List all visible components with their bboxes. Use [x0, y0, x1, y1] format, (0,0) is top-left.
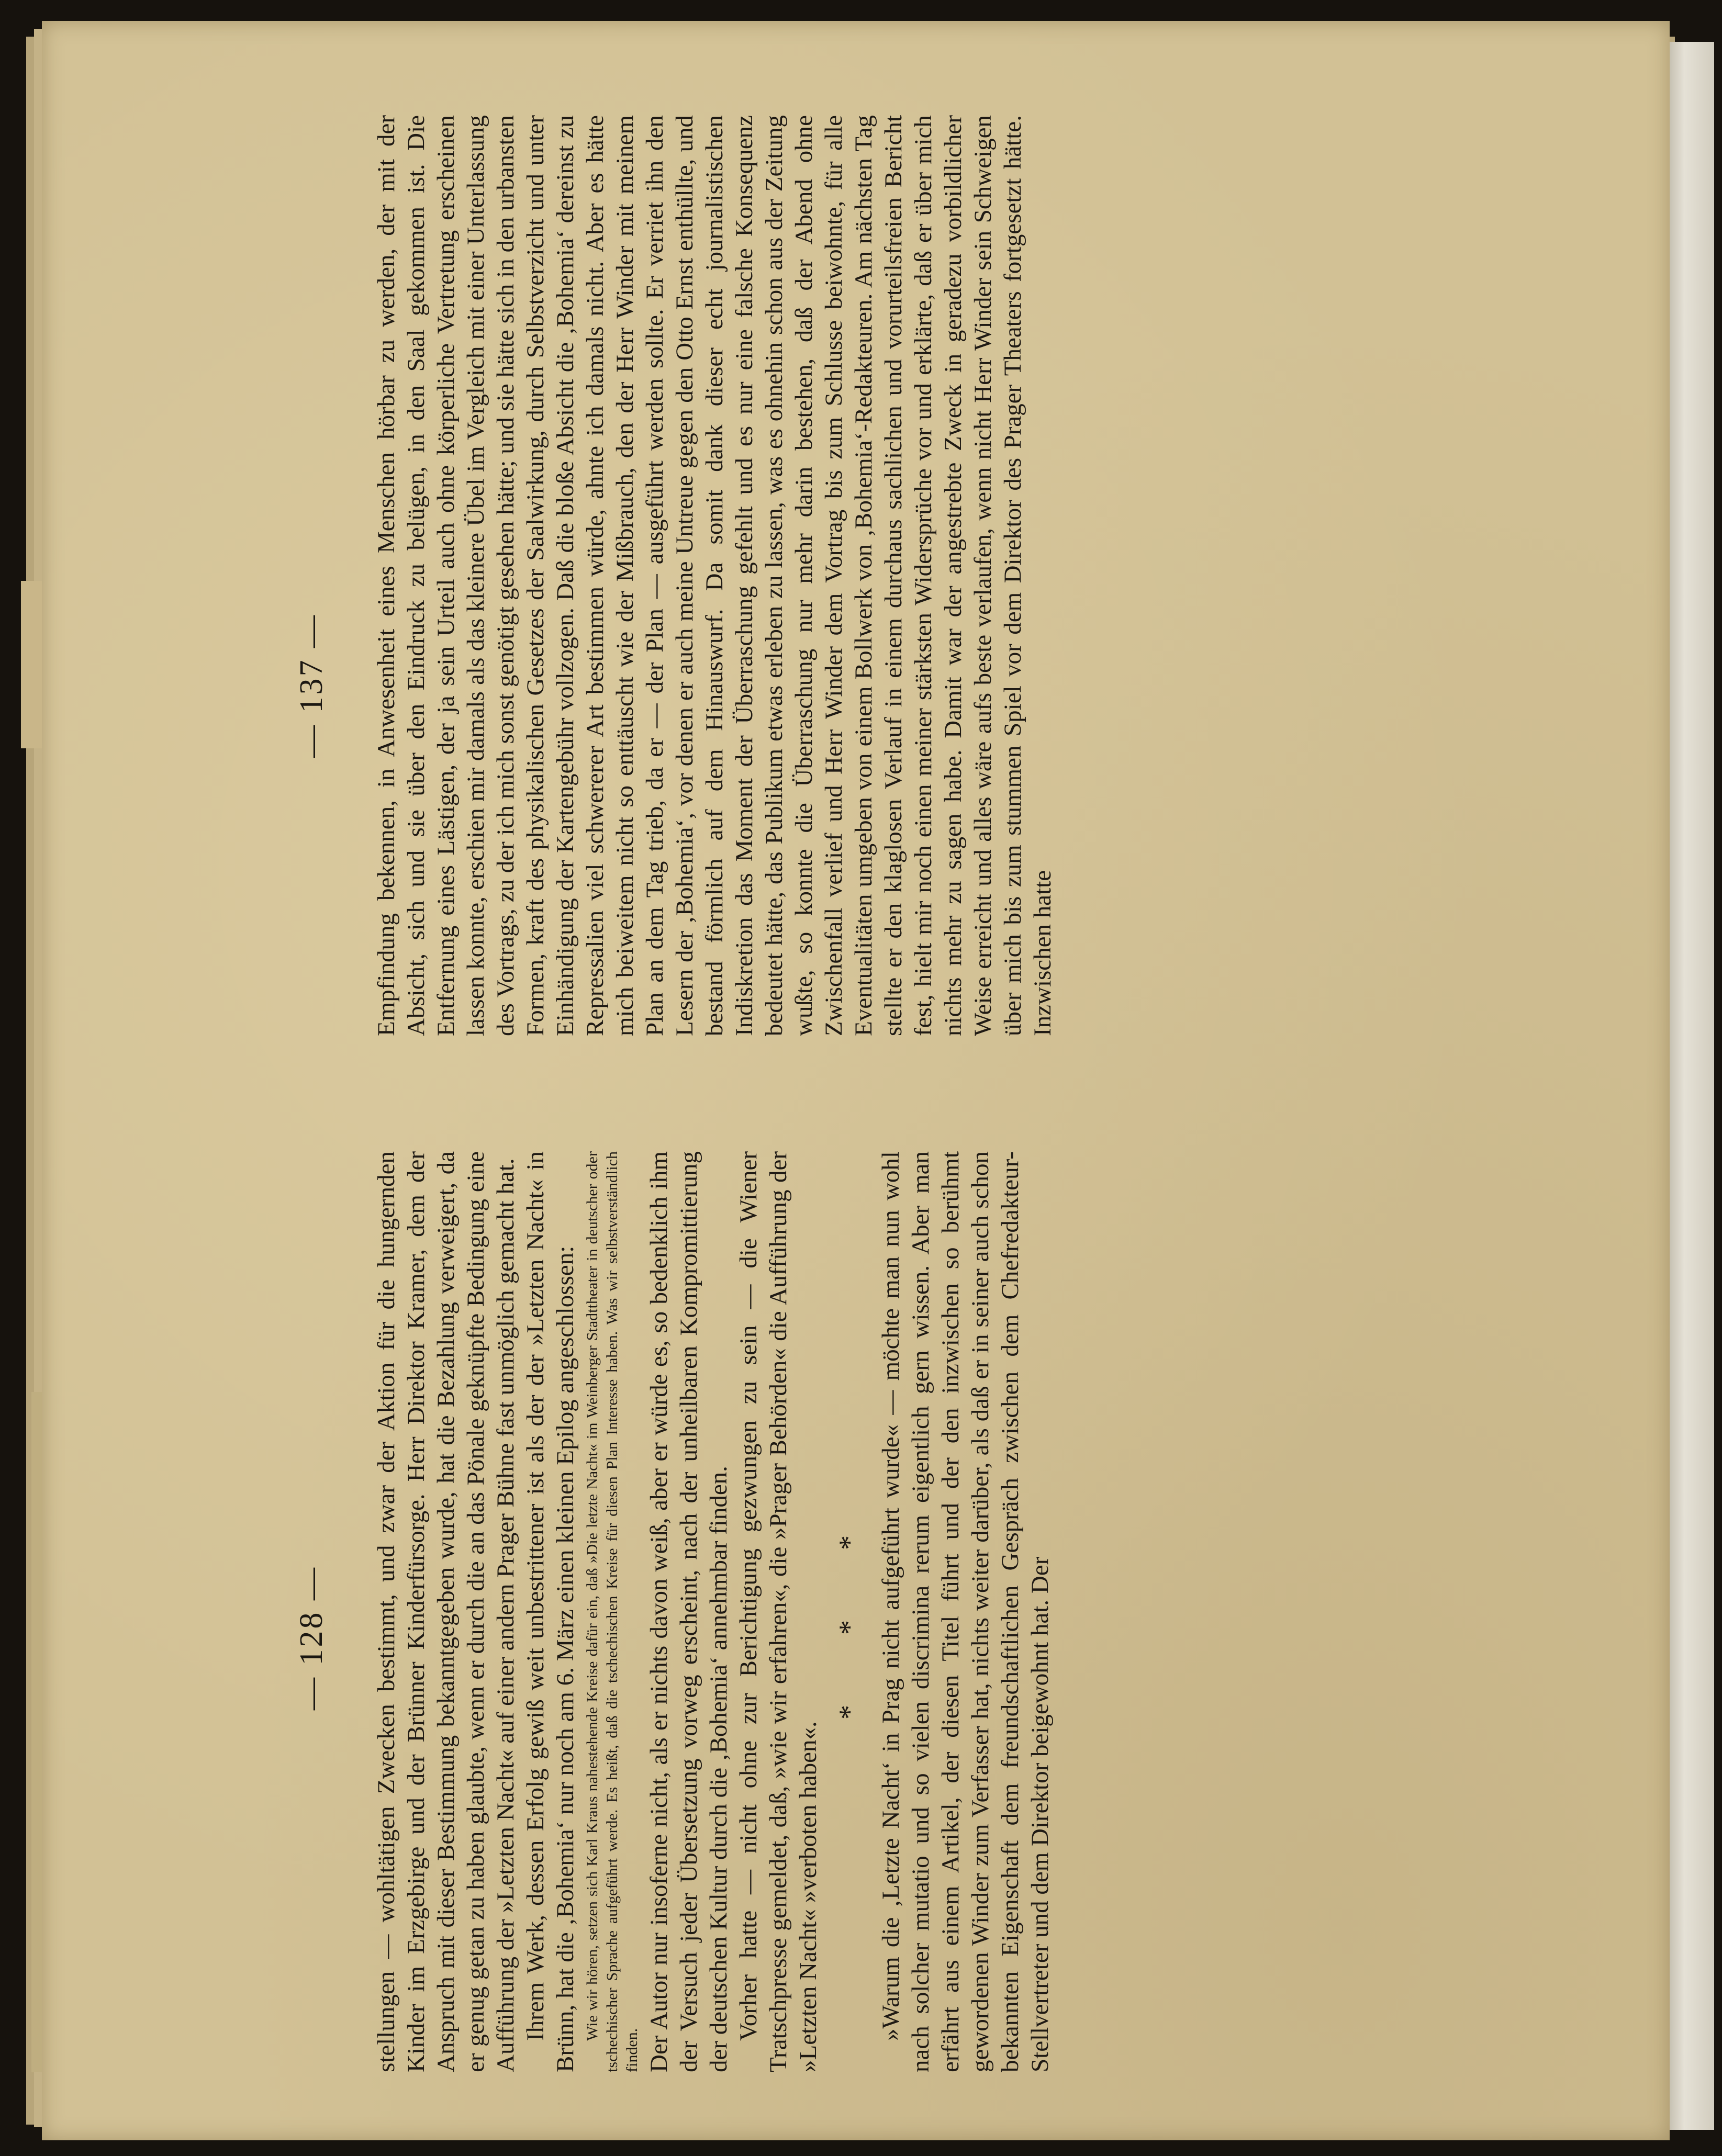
page-number-left-page: — 137 — — [294, 613, 329, 758]
right-page-paragraph-1: stellungen — wohltätigen Zwecken bestimmt, und zwar der Aktion für die hungernden Kinder im Erzgebirge und der Brünner Kinderfürsorge. Herr Direktor Kramer, dem der Anspruch mit dieser Bestimmung bekanntgegeben wurde, hat die Bezahlung verweigert, da er genug getan zu haben glaubte, wenn er durch die an das Pönale geknüpfte Bedingung eine Aufführung der »Letzten Nacht« auf einer andern Prager Bühne fast unmöglich gemacht hat. — [373, 1151, 519, 2072]
right-page-paragraph-4: Vorher hatte — nicht ohne zur Berichtigung gezwungen zu sein — die Wiener Tratschpresse gemeldet, daß, »wie wir erfahren«, die »Prager Behörden« die Aufführung der »Letzten Nacht« »verboten haben«. — [735, 1151, 822, 2072]
right-page-paragraph-3: Der Autor nur insoferne nicht, als er nichts davon weiß, aber er würde es, so bedenklich ihm der Versuch jeder Übersetzung vorweg erscheint, nach der unheilbaren Kompromittierung der deutschen Kultur durch die ‚Bohemia‘ annehmbar finden. — [645, 1151, 732, 2072]
left-page-text-column — [372, 115, 1058, 1036]
section-separator: * * * — [833, 1504, 866, 1720]
facing-page-edge — [1664, 42, 1714, 2130]
right-page-paragraph-5: »Warum die ‚Letzte Nacht‘ in Prag nicht aufgeführt wurde« — möchte man nun wohl nach solcher mutatio und so vielen discrimina rerum eigentlich gern wissen. Aber man erfährt aus einem Artikel, der diesen Titel führt und der den inzwischen so berühmt gewordenen Winder zum Verfasser hat, nichts weiter darüber, als daß er in seiner auch schon bekannten Eigenschaft dem freundschaftlichen Gespräch zwischen dem Chefredakteur-Stellvertreter und dem Direktor beigewohnt hat. Der — [877, 1151, 1054, 2072]
right-page-paragraph-2: Ihrem Werk, dessen Erfolg gewiß weit unbestrittener ist als der der »Letzten Nacht« in Brünn, hat die ‚Bohemia‘ nur noch am 6. März einen kleinen Epilog angeschlossen: — [522, 1151, 579, 2072]
right-page-text-column — [372, 1151, 1055, 2072]
left-page-paragraph: Empfindung bekennen, in Anwesenheit eines Menschen hörbar zu werden, der mit der Absicht, sich und sie über den Eindruck zu belügen, in den Saal gekommen ist. Die Entfernung eines Lästigen, der ja sein Urteil auch ohne körperliche Vertretung erscheinen lassen konnte, erschien mir damals als das kleinere Übel im Vergleich mit einer Unterlassung des Vortrags, zu der ich mich sonst genötigt gesehen hätte; und sie hätte sich in den urbansten Formen, kraft des physikalischen Gesetzes der Saalwirkung, durch Selbstverzicht und unter Einhändigung der Kartengebühr vollzogen. Daß die bloße Absicht die ‚Bohemia‘ dereinst zu Repressalien viel schwererer Art bestimmen würde, ahnte ich damals nicht. Aber es hätte mich beiweitem nicht so enttäuscht wie der Mißbrauch, den der Herr Winder mit meinem Plan an dem Tag trieb, da er — der Plan — ausgeführt werden sollte. Er verriet ihn den Lesern der ‚Bohemia‘, vor denen er auch meine Untreue gegen den Otto Ernst enthüllte, und bestand förmlich auf dem Hinauswurf. Da somit dank dieser echt journalistischen Indiskretion das Moment der Überraschung gefehlt und es nur eine falsche Konsequenz bedeutet hätte, das Publikum etwas erleben zu lassen, was es ohnehin schon aus der Zeitung wußte, so konnte die Überraschung nur mehr darin bestehen, daß der Abend ohne Zwischenfall verlief und Herr Winder dem Vortrag bis zum Schlusse beiwohnte, für alle Eventualitäten umgeben von einem Bollwerk von ‚Bohemia‘-Redakteuren. Am nächsten Tag stellte er den klaglosen Verlauf in einem durchaus sachlichen und vorurteilsfreien Bericht fest, hielt mir noch einen meiner stärksten Widersprüche vor und erklärte, daß er über mich nichts mehr zu sagen habe. Damit war der angestrebte Zweck in geradezu vorbildlicher Weise erreicht und alles wäre aufs beste verlaufen, wenn nicht Herr Winder sein Schweigen über mich bis zum stummen Spiel vor dem Direktor des Prager Theaters fortgesetzt hätte. Inzwischen hatte — [373, 115, 1056, 1036]
page-number-right-page: — 128 — — [294, 1566, 329, 1710]
right-page-quote: Wie wir hören, setzen sich Karl Kraus nahestehende Kreise dafür ein, daß »Die letzte Nacht« im Weinberger Stadttheater in deutscher oder tschechischer Sprache aufgeführt werde. Es heißt, daß die tschechischen Kreise für diesen Plan Interesse haben. Was wir selbstverständlich finden. — [584, 1151, 641, 2072]
rotated-page-content — [293, 84, 1633, 2114]
